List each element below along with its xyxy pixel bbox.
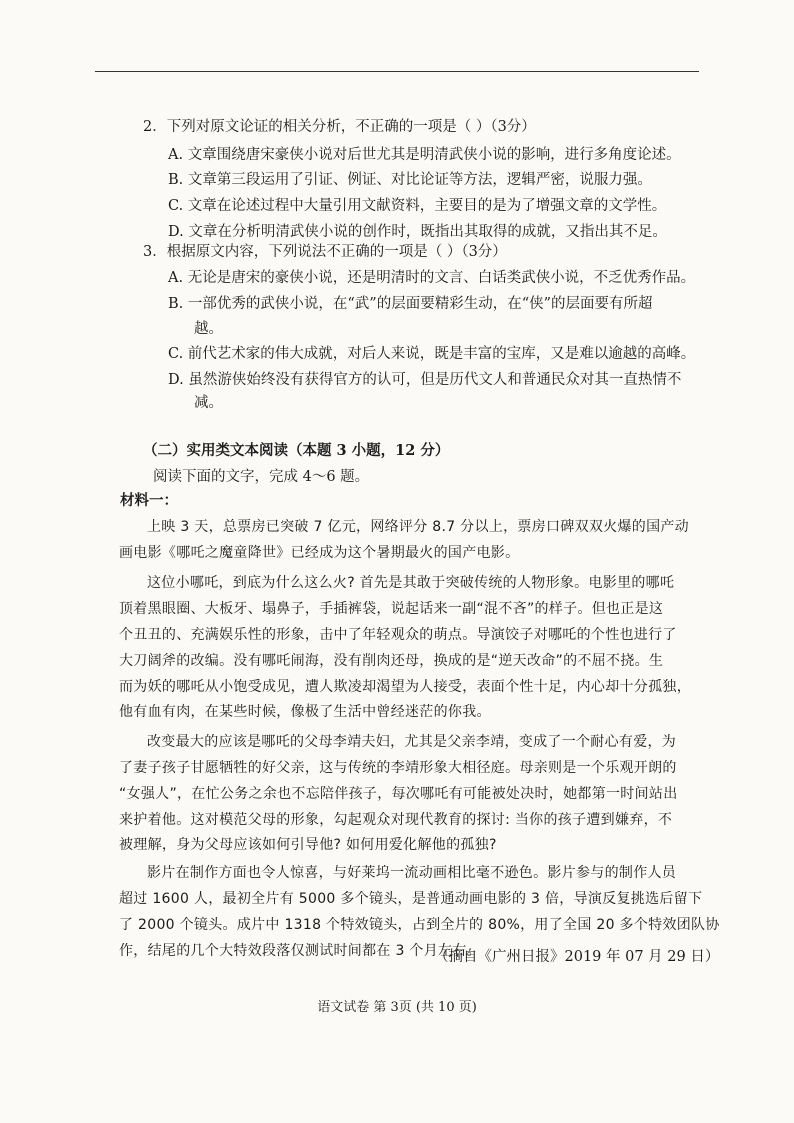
question-3-option-d-cont: 减。 — [194, 395, 223, 411]
question-2-option-d: D. 文章在分析明清武侠小说的创作时，既指出其取得的成就，又指出其不足。 — [168, 224, 667, 240]
material-line: 画电影《哪吒之魔童降世》已经成为这个暑期最火的国产电影。 — [119, 545, 520, 561]
material-line: 被理解，身为父母应该如何引导他? 如何用爱化解他的孤独? — [119, 837, 497, 853]
question-3-option-b: B. 一部优秀的武侠小说，在“武”的层面要精彩生动，在“侠”的层面要有所超 — [168, 296, 653, 312]
section-heading: （二）实用类文本阅读（本题 3 小题，12 分） — [143, 442, 450, 459]
material-line: 而为妖的哪吒从小饱受成见，遭人欺凌却渴望为人接受，表面个性十足，内心却十分孤独， — [119, 679, 691, 695]
material-line: 来护着他。这对模范父母的形象，勾起观众对现代教育的探讨: 当你的孩子遭到嫌弃，不 — [119, 812, 673, 828]
material-line: 改变最大的应该是哪吒的父母李靖夫妇，尤其是父亲李靖，变成了一个耐心有爱，为 — [147, 734, 677, 750]
question-2-option-a: A. 文章围绕唐宋豪侠小说对后世尤其是明清武侠小说的影响，进行多角度论述。 — [168, 147, 681, 163]
question-2-stem: 2．下列对原文论证的相关分析，不正确的一项是（ ）（3分） — [143, 119, 536, 135]
question-3-option-b-cont: 越。 — [194, 321, 223, 337]
page-footer: 语文试卷 第 3页 (共 10 页) — [317, 1000, 477, 1015]
question-3-stem: 3．根据原文内容，下列说法不正确的一项是（ ）（3分） — [143, 244, 507, 260]
question-2-option-c: C. 文章在论述过程中大量引用文献资料，主要目的是为了增强文章的文学性。 — [168, 198, 667, 214]
material-line: 作，结尾的几个大特效段落仅测试时间都在 3 个月左右。 — [119, 943, 481, 959]
material-line: 上映 3 天，总票房已突破 7 亿元，网络评分 8.7 分以上，票房口碑双双火爆的国产动 — [147, 519, 689, 535]
material-line: 他有血有肉，在某些时候，像极了生活中曾经迷茫的你我。 — [119, 704, 491, 720]
question-2-option-b: B. 文章第三段运用了引证、例证、对比论证等方法，逻辑严密，说服力强。 — [168, 172, 652, 188]
material-line: 大刀阔斧的改编。没有哪吒闹海，没有削肉还母，换成的是“逆天改命”的不屈不挠。生 — [119, 653, 664, 669]
header-rule — [95, 71, 699, 72]
material-line: 顶着黑眼圈、大板牙、塌鼻子，手插裤袋，说起话来一副“混不吝”的样子。但也正是这 — [119, 601, 664, 617]
section-instruction: 阅读下面的文字，完成 4～6 题。 — [153, 469, 370, 485]
material-line: 超过 1600 人，最初全片有 5000 多个镜头，是普通动画电影的 3 倍，导演反复挑选后留下 — [119, 891, 703, 907]
question-3-option-d: D. 虽然游侠始终没有获得官方的认可，但是历代文人和普通民众对其一直热情不 — [168, 372, 682, 388]
question-3-option-a: A. 无论是唐宋的豪侠小说，还是明清时的文言、白话类武侠小说，不乏优秀作品。 — [168, 270, 696, 286]
material-line: “女强人”，在忙公务之余也不忘陪伴孩子，每次哪吒有可能被处决时，她都第一时间站出 — [119, 786, 678, 802]
question-3-option-c: C. 前代艺术家的伟大成就，对后人来说，既是丰富的宝库，又是难以逾越的高峰。 — [168, 346, 696, 362]
source-citation: （摘自《广州日报》2019 年 07 月 29 日） — [434, 949, 720, 965]
material-line: 个丑丑的、充满娱乐性的形象，击中了年轻观众的萌点。导演饺子对哪吒的个性也进行了 — [119, 627, 677, 643]
material-line: 影片在制作方面也令人惊喜，与好莱坞一流动画相比毫不逊色。影片参与的制作人员 — [147, 865, 677, 881]
material-label: 材料一： — [120, 492, 178, 509]
material-line: 了妻子孩子甘愿牺牲的好父亲，这与传统的李靖形象大相径庭。母亲则是一个乐观开朗的 — [119, 760, 677, 776]
material-line: 了 2000 个镜头。成片中 1318 个特效镜头，占到全片的 80%，用了全国 20 多个特效团队协 — [119, 917, 720, 933]
material-line: 这位小哪吒，到底为什么这么火? 首先是其敢于突破传统的人物形象。电影里的哪吒 — [147, 575, 675, 591]
